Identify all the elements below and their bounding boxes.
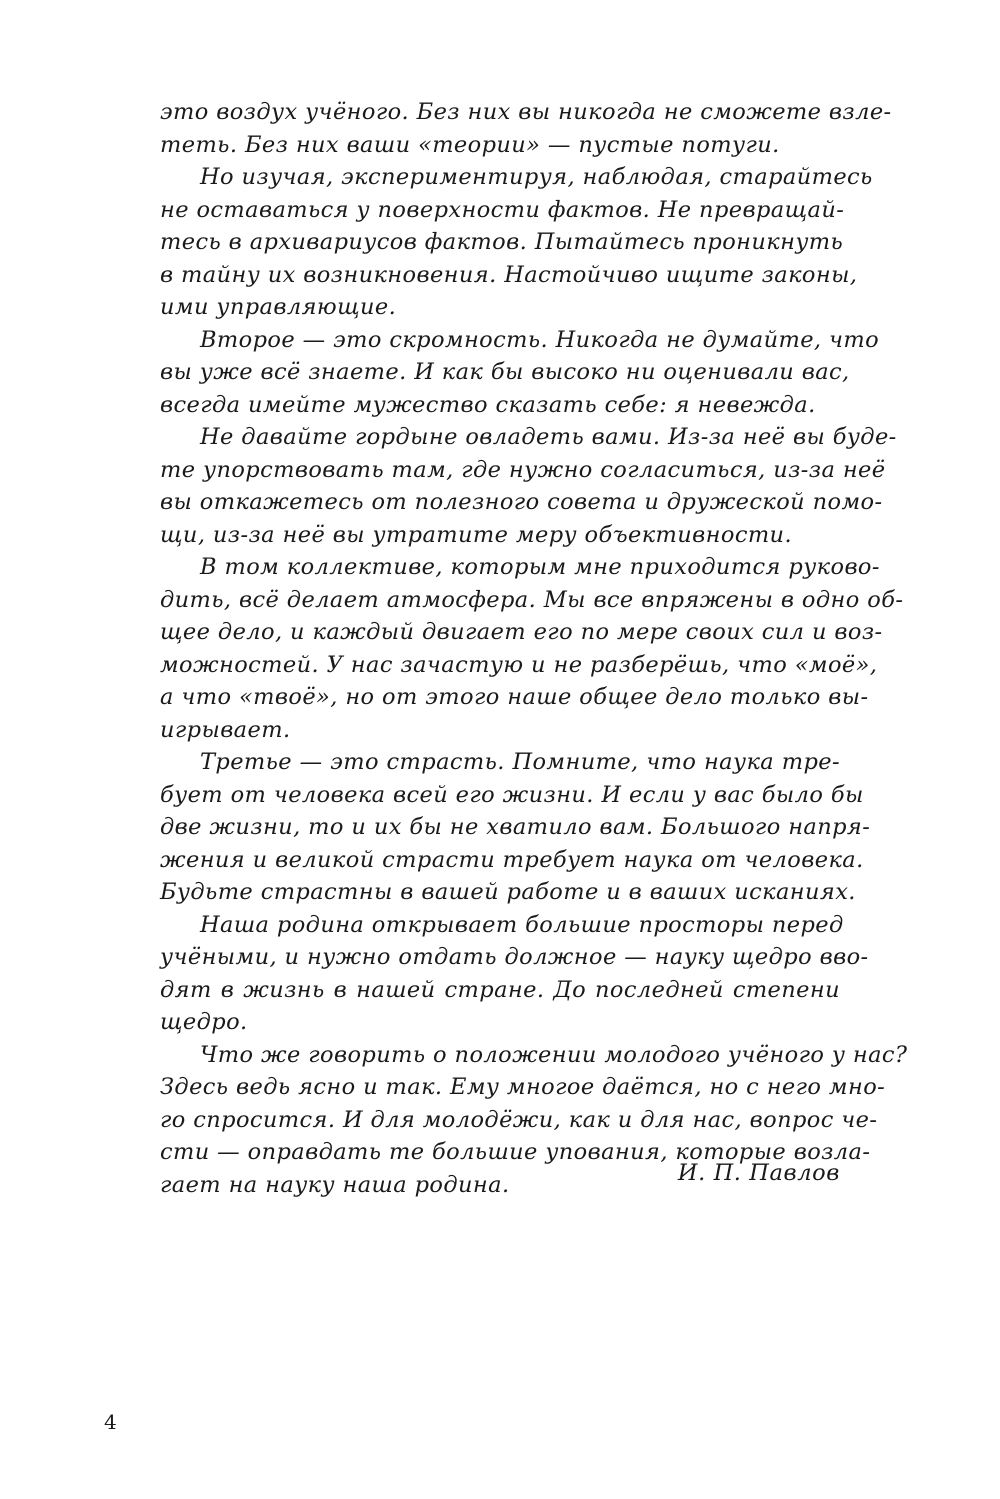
text-line: вы уже всё знаете. И как бы высоко ни оценивали вас, [160, 359, 850, 385]
text-line: жения и великой страсти требует наука от человека. [160, 846, 864, 873]
author-signature: И. П. Павлов [677, 1160, 840, 1186]
text-line: вы откажетесь от полезного совета и дружеской помо- [160, 489, 883, 515]
text-line: учёными, и нужно отдать должное — науку щедро вво- [160, 944, 869, 970]
text-line: сти — оправдать те большие упования, которые возла- [160, 1139, 871, 1165]
text-line: Что же говорить о положении молодого учёного у нас? [200, 1041, 908, 1068]
text-line: теть. Без них ваши «теории» — пустые потуги. [160, 131, 780, 158]
text-line: щее дело, и каждый двигает его по мере своих сил и воз- [160, 619, 883, 645]
body-text [160, 96, 908, 1201]
text-line: две жизни, то и их бы не хватило вам. Большого напря- [160, 814, 871, 840]
text-line: в тайну их возникновения. Настойчиво ищите законы, [160, 261, 858, 288]
text-line: тесь в архивариусов фактов. Пытайтесь проникнуть [160, 229, 844, 255]
text-line: Наша родина открывает большие просторы перед [200, 911, 844, 938]
text-line: а что «твоё», но от этого наше общее дело только вы- [160, 684, 869, 710]
text-line: те упорствовать там, где нужно согласиться, из-за неё [160, 456, 886, 483]
text-line: щедро. [160, 1009, 248, 1035]
text-line: гает на науку наша родина. [160, 1171, 510, 1198]
text-line: игрывает. [160, 716, 291, 743]
text-line: Не давайте гордыне овладеть вами. Из-за неё вы буде- [200, 424, 897, 450]
text-line: Будьте страстны в вашей работе и в ваших исканиях. [160, 879, 856, 905]
text-line: не оставаться у поверхности фактов. Не превращай- [160, 196, 845, 223]
text-line: дить, всё делает атмосфера. Мы все впряжены в одно об- [160, 586, 904, 613]
text-line: бует от человека всей его жизни. И если у вас было бы [160, 781, 864, 808]
text-line: Здесь ведь ясно и так. Ему многое даётся, но с него мно- [160, 1074, 886, 1100]
page-number: 4 [104, 1410, 117, 1434]
text-line: Второе — это скромность. Никогда не думайте, что [200, 326, 880, 353]
text-line: всегда имейте мужество сказать себе: я невежда. [160, 391, 816, 418]
text-line: го спросится. И для молодёжи, как и для нас, вопрос че- [160, 1106, 878, 1133]
text-line: В том коллективе, которым мне приходится руково- [200, 554, 880, 580]
text-line: Но изучая, экспериментируя, наблюдая, старайтесь [200, 164, 873, 190]
text-line: Третье — это страсть. Помните, что наука тре- [200, 749, 840, 775]
text-line: щи, из-за неё вы утратите меру объективности. [160, 521, 793, 548]
text-line: дят в жизнь в нашей стране. До последней степени [160, 976, 840, 1003]
text-line: это воздух учёного. Без них вы никогда не сможете взле- [160, 99, 892, 125]
text-line: можностей. У нас зачастую и не разберёшь, что «моё», [160, 651, 878, 678]
text-line: ими управляющие. [160, 294, 397, 320]
